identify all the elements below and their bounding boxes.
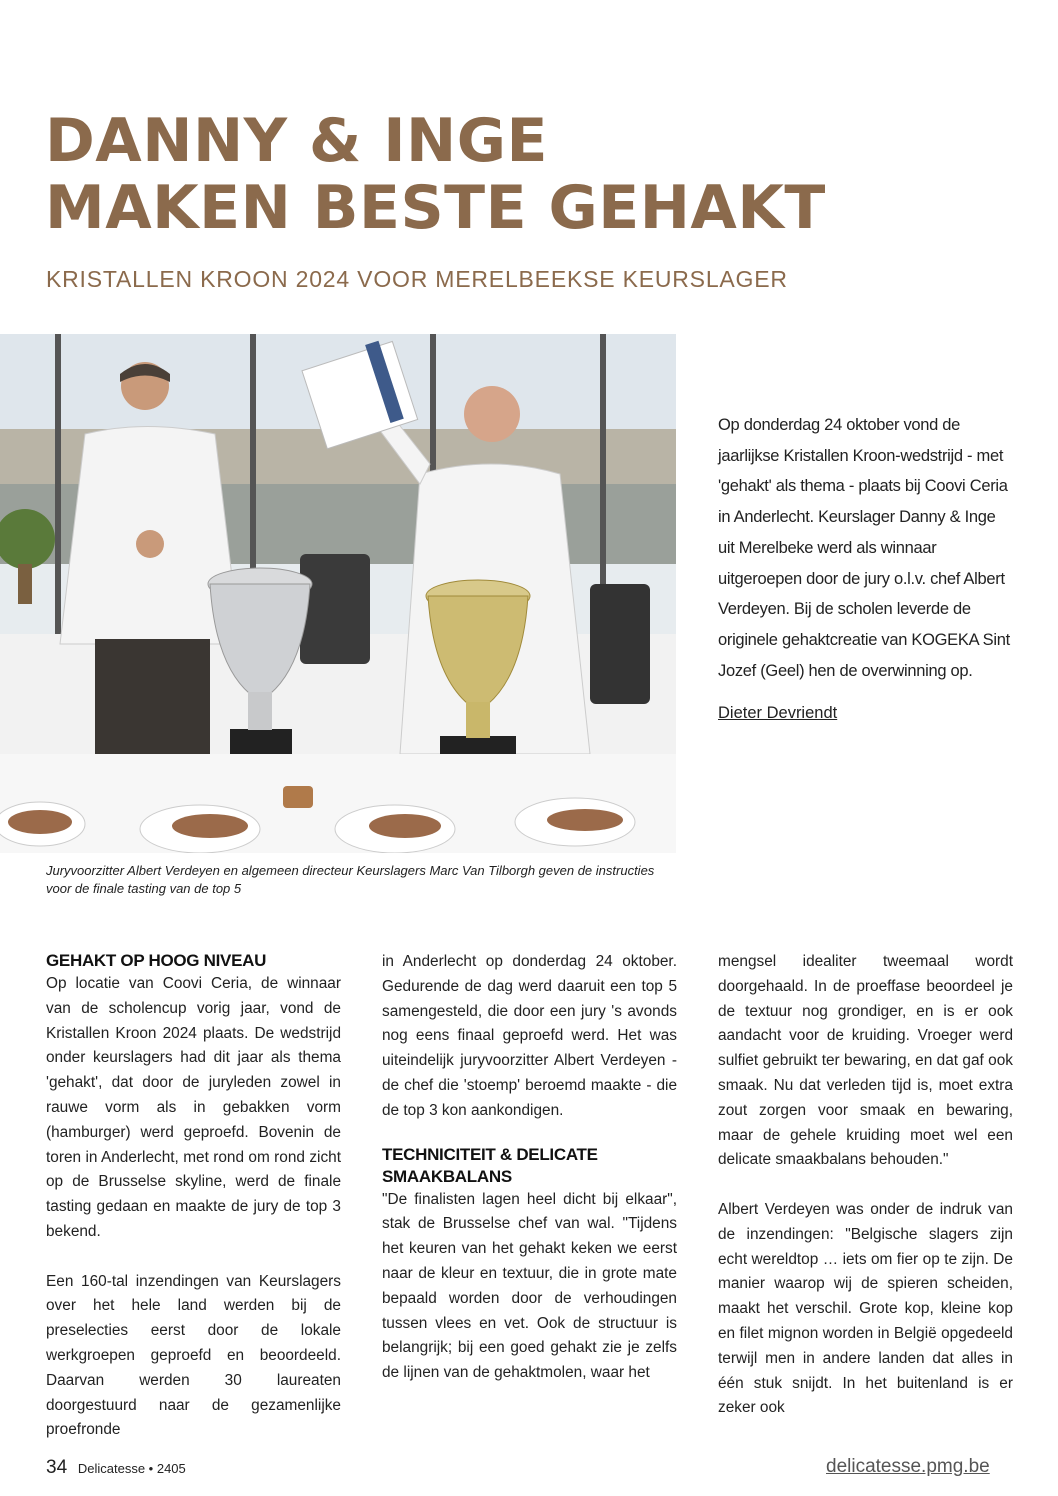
heading-gehakt-op-hoog-niveau: GEHAKT OP HOOG NIVEAU <box>46 951 267 970</box>
article-intro: Op donderdag 24 oktober vond de jaarlijkse Kristallen Kroon-wedstrijd - met 'gehakt' als thema - plaats bij Coovi Ceria in Anderlecht. Keurslager Danny & Inge uit Merelbeke werd als winnaar uitgeroepen door de jury o.l.v. chef Albert Verdeyen. Bij de scholen leverde de originele gehaktcreatie van KOGEKA Sint Jozef (Geel) hen de overwinning op. <box>718 416 1010 680</box>
page-number: 34 <box>46 1457 68 1478</box>
paragraph: Albert Verdeyen was onder de indruk van de inzendingen: "Belgische slagers zijn echt wereldtop … iets om fier op te zijn. De manier waarop wij de spieren scheiden, maakt het verschil. Grote kop, kleine kop en filet mignon worden in België opgedeeld terwijl men in andere landen dat alles in één stuk snijdt. In het buitenland is er zeker ook <box>718 1200 1013 1417</box>
photo-illustration <box>0 334 676 853</box>
title-line-1: DANNY & INGE <box>45 106 548 176</box>
paragraph: mengsel idealiter tweemaal wordt doorgehaald. In de proeffase beoordeel je de textuur nog grondiger, en is er ook aandacht voor de kruiding. Vroeger werd sulfiet gebruikt ter bewaring, en dat gaf ook smaak. Nu dat verleden tijd is, moet extra zout zorgen voor smaak en bewaring, maar de gehele kruiding moet wel een delicate smaakbalans behouden." <box>718 953 1013 1169</box>
heading-techniciteit: TECHNICITEIT & DELICATE SMAAKBALANS <box>382 1144 598 1186</box>
article-photo <box>0 334 676 853</box>
title-line-2: MAKEN BESTE GEHAKT <box>45 173 826 243</box>
photo-caption: Juryvoorzitter Albert Verdeyen en algemeen directeur Keurslagers Marc Van Tilborgh geven de instructies voor de finale tasting van de top 5 <box>46 863 655 896</box>
publication-name: Delicatesse • 2405 <box>77 1461 186 1476</box>
website-link[interactable]: delicatesse.pmg.be <box>826 1456 990 1477</box>
paragraph: Op locatie van Coovi Ceria, de winnaar van de scholencup vorig jaar, vond de Kristallen Kroon 2024 plaats. De wedstrijd onder keurslagers had dit jaar als thema 'gehakt', dat door de juryleden zowel in rauwe vorm als in gebakken vorm (hamburger) werd geproefd. Bovenin de toren in Anderlecht, met rond om rond zicht op de Brusselse skyline, werd de finale tasting gedaan en maakte de jury de top 3 bekend. <box>46 975 341 1240</box>
footer-page-info <box>46 1457 186 1479</box>
paragraph: in Anderlecht op donderdag 24 oktober. Gedurende de dag werd daaruit een top 5 samengesteld, die door een jury 's avonds nog eens finaal geproefd werd. Het was uiteindelijk juryvoorzitter Albert Verdeyen - de chef die 'stoemp' beroemd maakte - die de top 3 kon aankondigen. <box>382 953 677 1119</box>
column-2 <box>382 950 677 1386</box>
paragraph: Een 160-tal inzendingen van Keurslagers over het hele land werden bij de preselecties eerst door de lokale werkgroepen geproefd en beoordeeld. Daarvan werden 30 laureaten doorgestuurd naar de gezamenlijke proefronde <box>46 1272 341 1439</box>
article-title <box>45 108 826 242</box>
article-author[interactable]: Dieter Devriendt <box>718 704 838 722</box>
paragraph: "De finalisten lagen heel dicht bij elkaar", stak de Brusselse chef van wal. "Tijdens het keuren van het gehakt keken we eerst naar de kleur en textuur, die in grote mate bepaald worden door de verhoudingen tussen vlees en vet. Ook de structuur is belangrijk; bij een goed gehakt zie je zelfs de lijnen van de gehaktmolen, waar het <box>382 1190 677 1382</box>
column-3 <box>718 950 1013 1421</box>
column-1 <box>46 950 341 1443</box>
article-subtitle: KRISTALLEN KROON 2024 VOOR MERELBEEKSE KEURSLAGER <box>46 266 788 292</box>
